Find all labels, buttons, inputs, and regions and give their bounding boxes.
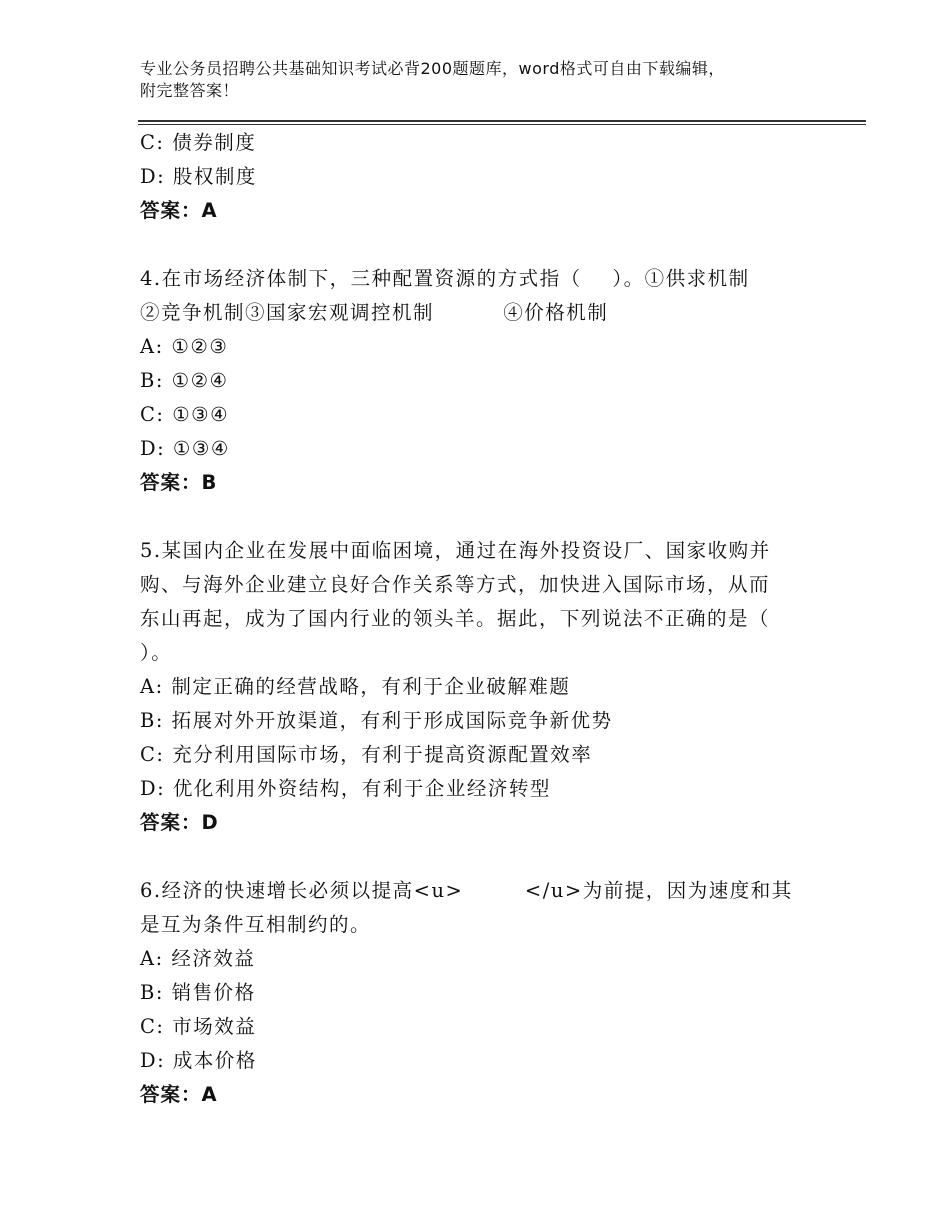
answer-label: 答案：B (140, 471, 218, 494)
option-d: D: 成本价格 (140, 1049, 257, 1072)
option-d: D: 股权制度 (140, 165, 257, 188)
header-divider-thick (138, 120, 866, 122)
option-a: A: 制定正确的经营战略，有利于企业破解难题 (140, 675, 571, 698)
question-stem-line: 东山再起，成为了国内行业的领头羊。据此，下列说法不正确的是（ (140, 607, 771, 630)
header-line-2: 附完整答案！ (140, 81, 240, 100)
question-stem-line: 6.经济的快速增长必须以提高<u> </u>为前提，因为速度和其 (140, 879, 793, 902)
option-c: C: 充分利用国际市场，有利于提高资源配置效率 (140, 743, 593, 766)
option-a: A: ①②③ (140, 335, 229, 358)
option-b: B: 销售价格 (140, 981, 256, 1004)
question-list (140, 126, 820, 1112)
question-3-tail (140, 126, 820, 228)
option-c: C: ①③④ (140, 403, 230, 426)
question-5 (140, 534, 820, 840)
header-divider-thin (138, 124, 866, 125)
header-line-1: 专业公务员招聘公共基础知识考试必背200题题库，word格式可自由下载编辑， (140, 59, 725, 78)
option-d: D: ①③④ (140, 437, 230, 460)
spacer (140, 840, 820, 874)
question-stem-line: 4.在市场经济体制下，三种配置资源的方式指（ ）。①供求机制 (140, 267, 750, 290)
question-stem-line: 5.某国内企业在发展中面临困境，通过在海外投资设厂、国家收购并 (140, 539, 771, 562)
document-header (140, 58, 830, 102)
option-a: A: 经济效益 (140, 947, 256, 970)
answer-label: 答案：A (140, 1083, 218, 1106)
answer-label: 答案：A (140, 199, 218, 222)
question-6 (140, 874, 820, 1112)
question-4 (140, 262, 820, 500)
question-stem-line: ②竞争机制③国家宏观调控机制 ④价格机制 (140, 301, 609, 324)
option-c: C: 市场效益 (140, 1015, 257, 1038)
question-stem-line: 是互为条件互相制约的。 (140, 913, 372, 936)
spacer (140, 228, 820, 262)
question-stem-line: 购、与海外企业建立良好合作关系等方式，加快进入国际市场，从而 (140, 573, 771, 596)
option-d: D: 优化利用外资结构，有利于企业经济转型 (140, 777, 551, 800)
option-b: B: 拓展对外开放渠道，有利于形成国际竞争新优势 (140, 709, 613, 732)
option-c: C: 债券制度 (140, 131, 257, 154)
answer-label: 答案：D (140, 811, 219, 834)
spacer (140, 500, 820, 534)
option-b: B: ①②④ (140, 369, 229, 392)
question-stem-line: ）。 (140, 641, 173, 664)
